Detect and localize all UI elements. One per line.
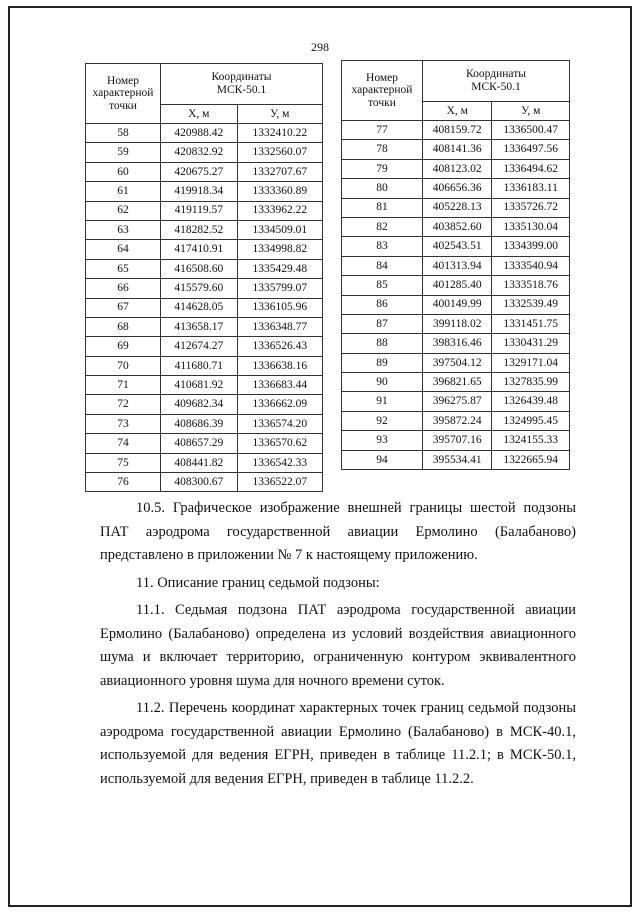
y-coordinate-cell: 1335799.07 [237, 279, 322, 298]
y-coordinate-cell: 1336183.11 [492, 179, 570, 198]
table-row [86, 201, 323, 220]
point-number-cell: 77 [342, 121, 423, 140]
table-row [86, 259, 323, 278]
y-coordinate-cell: 1336683.44 [237, 376, 322, 395]
x-coordinate-cell: 419918.34 [161, 182, 238, 201]
x-coordinate-cell: 399118.02 [423, 314, 492, 333]
point-number-cell: 89 [342, 353, 423, 372]
x-coordinate-cell: 408141.36 [423, 140, 492, 159]
y-coordinate-cell: 1336638.16 [237, 356, 322, 375]
x-coordinate-cell: 415579.60 [161, 279, 238, 298]
table-row [86, 356, 323, 375]
point-number-cell: 61 [86, 182, 161, 201]
point-number-cell: 83 [342, 237, 423, 256]
page-number: 298 [311, 40, 329, 54]
table-row [342, 121, 570, 140]
point-number-cell: 67 [86, 298, 161, 317]
table-row [86, 182, 323, 201]
y-coordinate-cell: 1336522.07 [237, 473, 322, 492]
y-coordinate-cell: 1336348.77 [237, 317, 322, 336]
y-coordinate-cell: 1332707.67 [237, 162, 322, 181]
y-column-header: У, м [237, 105, 322, 124]
paragraph-11-2: 11.2. Перечень координат характерных точек границ седьмой подзоны аэродрома государственной авиации Ермолино (Балабаново) в МСК-40.1, используемой для ведения ЕГРН, приведен в таблице 11.2.1; в МСК-50.1, используемой для ведения ЕГРН, приведен в таблице 11.2.2. [100, 700, 576, 787]
point-number-cell: 84 [342, 256, 423, 275]
table-row [86, 337, 323, 356]
x-coordinate-cell: 408686.39 [161, 414, 238, 433]
x-coordinate-cell: 414628.05 [161, 298, 238, 317]
point-number-cell: 91 [342, 392, 423, 411]
y-coordinate-cell: 1336574.20 [237, 414, 322, 433]
point-number-cell: 63 [86, 220, 161, 239]
y-coordinate-cell: 1335726.72 [492, 198, 570, 217]
point-number-cell: 93 [342, 431, 423, 450]
point-number-cell: 66 [86, 279, 161, 298]
y-coordinate-cell: 1336497.56 [492, 140, 570, 159]
table-row [342, 431, 570, 450]
table-row [86, 376, 323, 395]
y-coordinate-cell: 1336500.47 [492, 121, 570, 140]
point-number-cell: 87 [342, 314, 423, 333]
point-number-header: Номер характерной точки [342, 61, 423, 121]
table-row [86, 220, 323, 239]
x-coordinate-cell: 411680.71 [161, 356, 238, 375]
y-coordinate-cell: 1333962.22 [237, 201, 322, 220]
paragraph-11: 11. Описание границ седьмой подзоны: [136, 574, 380, 591]
table-row [86, 124, 323, 143]
x-column-header: Х, м [423, 102, 492, 121]
y-coordinate-cell: 1336662.09 [237, 395, 322, 414]
point-number-cell: 75 [86, 453, 161, 472]
x-coordinate-cell: 408300.67 [161, 473, 238, 492]
y-coordinate-cell: 1333540.94 [492, 256, 570, 275]
point-number-cell: 58 [86, 124, 161, 143]
x-coordinate-cell: 410681.92 [161, 376, 238, 395]
x-coordinate-cell: 408441.82 [161, 453, 238, 472]
x-coordinate-cell: 395534.41 [423, 450, 492, 469]
paragraph-11-1: 11.1. Седьмая подзона ПАТ аэродрома государственной авиации Ермолино (Балабаново) определена из условий воздействия авиационного шума и включает территорию, ограниченную контуром эквивалентного авиационного уровня шума для ночного времени суток. [100, 602, 576, 689]
x-coordinate-cell: 397504.12 [423, 353, 492, 372]
point-number-cell: 94 [342, 450, 423, 469]
point-number-cell: 72 [86, 395, 161, 414]
table-row [342, 179, 570, 198]
point-number-header: Номер характерной точки [86, 64, 161, 124]
x-coordinate-cell: 417410.91 [161, 240, 238, 259]
point-number-cell: 70 [86, 356, 161, 375]
table-row [86, 240, 323, 259]
point-number-cell: 60 [86, 162, 161, 181]
point-number-cell: 64 [86, 240, 161, 259]
point-number-cell: 69 [86, 337, 161, 356]
y-column-header: У, м [492, 102, 570, 121]
y-coordinate-cell: 1330431.29 [492, 334, 570, 353]
table-row [342, 450, 570, 469]
y-coordinate-cell: 1329171.04 [492, 353, 570, 372]
x-coordinate-cell: 420988.42 [161, 124, 238, 143]
y-coordinate-cell: 1331451.75 [492, 314, 570, 333]
table-row [342, 159, 570, 178]
x-coordinate-cell: 408657.29 [161, 434, 238, 453]
y-coordinate-cell: 1336526.43 [237, 337, 322, 356]
y-coordinate-cell: 1332539.49 [492, 295, 570, 314]
table-row [342, 334, 570, 353]
y-coordinate-cell: 1336105.96 [237, 298, 322, 317]
y-coordinate-cell: 1324995.45 [492, 411, 570, 430]
x-coordinate-cell: 395872.24 [423, 411, 492, 430]
table-row [342, 392, 570, 411]
x-coordinate-cell: 401285.40 [423, 276, 492, 295]
x-coordinate-cell: 403852.60 [423, 217, 492, 236]
point-number-cell: 81 [342, 198, 423, 217]
body-text [100, 497, 576, 791]
x-coordinate-cell: 402543.51 [423, 237, 492, 256]
point-number-cell: 85 [342, 276, 423, 295]
x-coordinate-cell: 408123.02 [423, 159, 492, 178]
point-number-cell: 86 [342, 295, 423, 314]
y-coordinate-cell: 1334399.00 [492, 237, 570, 256]
table-row [342, 237, 570, 256]
point-number-cell: 79 [342, 159, 423, 178]
table-row [342, 373, 570, 392]
x-coordinate-cell: 396275.87 [423, 392, 492, 411]
table-row [342, 314, 570, 333]
table-row [86, 317, 323, 336]
y-coordinate-cell: 1332410.22 [237, 124, 322, 143]
x-coordinate-cell: 405228.13 [423, 198, 492, 217]
table-row [342, 411, 570, 430]
table-row [342, 256, 570, 275]
table-row [86, 298, 323, 317]
x-coordinate-cell: 398316.46 [423, 334, 492, 353]
point-number-cell: 74 [86, 434, 161, 453]
y-coordinate-cell: 1327835.99 [492, 373, 570, 392]
x-coordinate-cell: 406656.36 [423, 179, 492, 198]
x-coordinate-cell: 420675.27 [161, 162, 238, 181]
table-row [86, 395, 323, 414]
table-row [342, 295, 570, 314]
y-coordinate-cell: 1335130.04 [492, 217, 570, 236]
point-number-cell: 76 [86, 473, 161, 492]
table-row [342, 217, 570, 236]
point-number-cell: 88 [342, 334, 423, 353]
x-column-header: Х, м [161, 105, 238, 124]
coordinates-table-right [341, 60, 570, 470]
paragraph-10-5: 10.5. Графическое изображение внешней границы шестой подзоны ПАТ аэродрома государственной авиации Ермолино (Балабаново) представлено в приложении № 7 к настоящему приложению. [100, 500, 576, 563]
x-coordinate-cell: 419119.57 [161, 201, 238, 220]
coordinates-table-left [85, 63, 323, 492]
table-row [86, 453, 323, 472]
point-number-cell: 80 [342, 179, 423, 198]
y-coordinate-cell: 1324155.33 [492, 431, 570, 450]
point-number-cell: 68 [86, 317, 161, 336]
y-coordinate-cell: 1333518.76 [492, 276, 570, 295]
point-number-cell: 59 [86, 143, 161, 162]
table-row [342, 276, 570, 295]
x-coordinate-cell: 408159.72 [423, 121, 492, 140]
x-coordinate-cell: 400149.99 [423, 295, 492, 314]
y-coordinate-cell: 1322665.94 [492, 450, 570, 469]
x-coordinate-cell: 409682.34 [161, 395, 238, 414]
y-coordinate-cell: 1336542.33 [237, 453, 322, 472]
table-row [86, 279, 323, 298]
point-number-cell: 78 [342, 140, 423, 159]
table-row [342, 198, 570, 217]
table-row [342, 140, 570, 159]
x-coordinate-cell: 396821.65 [423, 373, 492, 392]
x-coordinate-cell: 395707.16 [423, 431, 492, 450]
table-row [86, 473, 323, 492]
y-coordinate-cell: 1332560.07 [237, 143, 322, 162]
x-coordinate-cell: 420832.92 [161, 143, 238, 162]
table-row [86, 414, 323, 433]
coordinates-header: Координаты МСК-50.1 [161, 64, 323, 105]
y-coordinate-cell: 1326439.48 [492, 392, 570, 411]
y-coordinate-cell: 1334509.01 [237, 220, 322, 239]
point-number-cell: 90 [342, 373, 423, 392]
y-coordinate-cell: 1334998.82 [237, 240, 322, 259]
point-number-cell: 73 [86, 414, 161, 433]
x-coordinate-cell: 401313.94 [423, 256, 492, 275]
table-row [86, 162, 323, 181]
x-coordinate-cell: 418282.52 [161, 220, 238, 239]
y-coordinate-cell: 1335429.48 [237, 259, 322, 278]
point-number-cell: 92 [342, 411, 423, 430]
x-coordinate-cell: 413658.17 [161, 317, 238, 336]
point-number-cell: 62 [86, 201, 161, 220]
coordinates-header: Координаты МСК-50.1 [423, 61, 570, 102]
y-coordinate-cell: 1336570.62 [237, 434, 322, 453]
y-coordinate-cell: 1333360.89 [237, 182, 322, 201]
x-coordinate-cell: 416508.60 [161, 259, 238, 278]
x-coordinate-cell: 412674.27 [161, 337, 238, 356]
point-number-cell: 71 [86, 376, 161, 395]
y-coordinate-cell: 1336494.62 [492, 159, 570, 178]
table-row [342, 353, 570, 372]
table-row [86, 143, 323, 162]
point-number-cell: 65 [86, 259, 161, 278]
table-row [86, 434, 323, 453]
point-number-cell: 82 [342, 217, 423, 236]
